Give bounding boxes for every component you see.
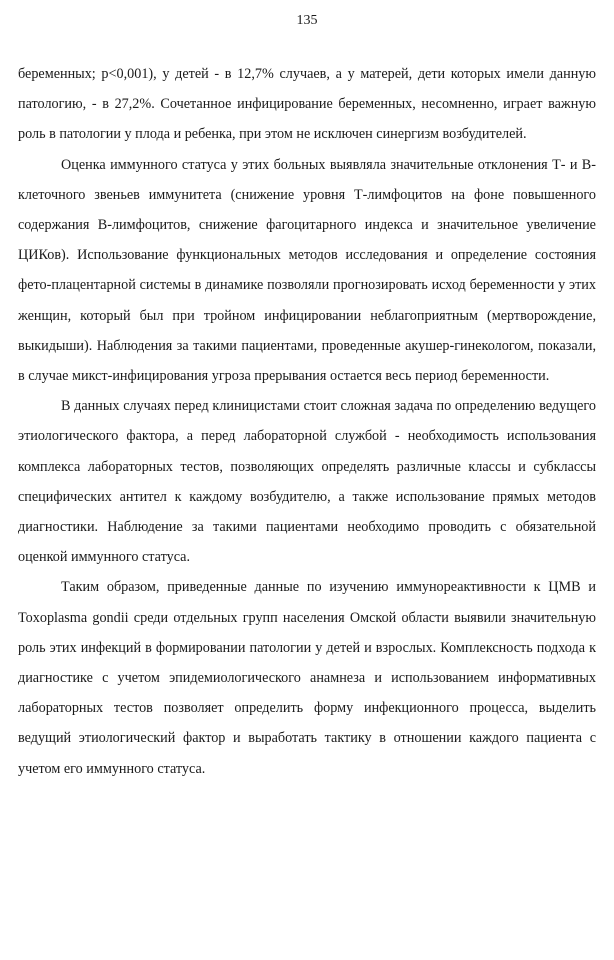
paragraph-3: В данных случаях перед клиницистами стоит сложная задача по определению ведущего этиологического фактора, а перед лабораторной службой - необходимость использования комплекса лабораторных тестов, позволяющих определять различные классы и субклассы специфических антител к каждому возбудителю, а также использование прямых методов диагностики. Наблюдение за такими пациентами необходимо проводить с обязательной оценкой иммунного статуса. (18, 398, 596, 566)
page-number: 135 (296, 13, 318, 28)
paragraph-4: Таким образом, приведенные данные по изучению иммунореактивности к ЦМВ и Toxoplasma gondii среди отдельных групп населения Омской области выявили значительную роль этих инфекций в формировании патологии у детей и взрослых. Комплексность подхода к диагностике с учетом эпидемиологического анамнеза и использованием информативных лабораторных тестов позволяет определить форму инфекционного процесса, выделить ведущий этиологический фактор и выработать тактику в отношении каждого пациента с учетом его иммунного статуса. (18, 579, 596, 777)
paragraph-2: Оценка иммунного статуса у этих больных выявляла значительные отклонения Т- и В-клеточного звеньев иммунитета (снижение уровня Т-лимфоцитов на фоне повышенного содержания В-лимфоцитов, снижение фагоцитарного индекса и значительное увеличение ЦИКов). Использование функциональных методов исследования и определение состояния фето-плацентарной системы в динамике позволяли прогнозировать исход беременности у этих женщин, который был при тройном инфицировании неблагоприятным (мертворождение, выкидыши). Наблюдения за такими пациентами, проведенные акушер-гинекологом, показали, в случае микст-инфицирования угроза прерывания остается весь период беременности. (18, 156, 596, 385)
body-text (18, 59, 596, 784)
paragraph-1: беременных; p<0,001), у детей - в 12,7% случаев, а у матерей, дети которых имели данную патологию, - в 27,2%. Сочетанное инфицирование беременных, несомненно, играет важную роль в патологии у плода и ребенка, при этом не исключен синергизм возбудителей. (18, 66, 596, 143)
